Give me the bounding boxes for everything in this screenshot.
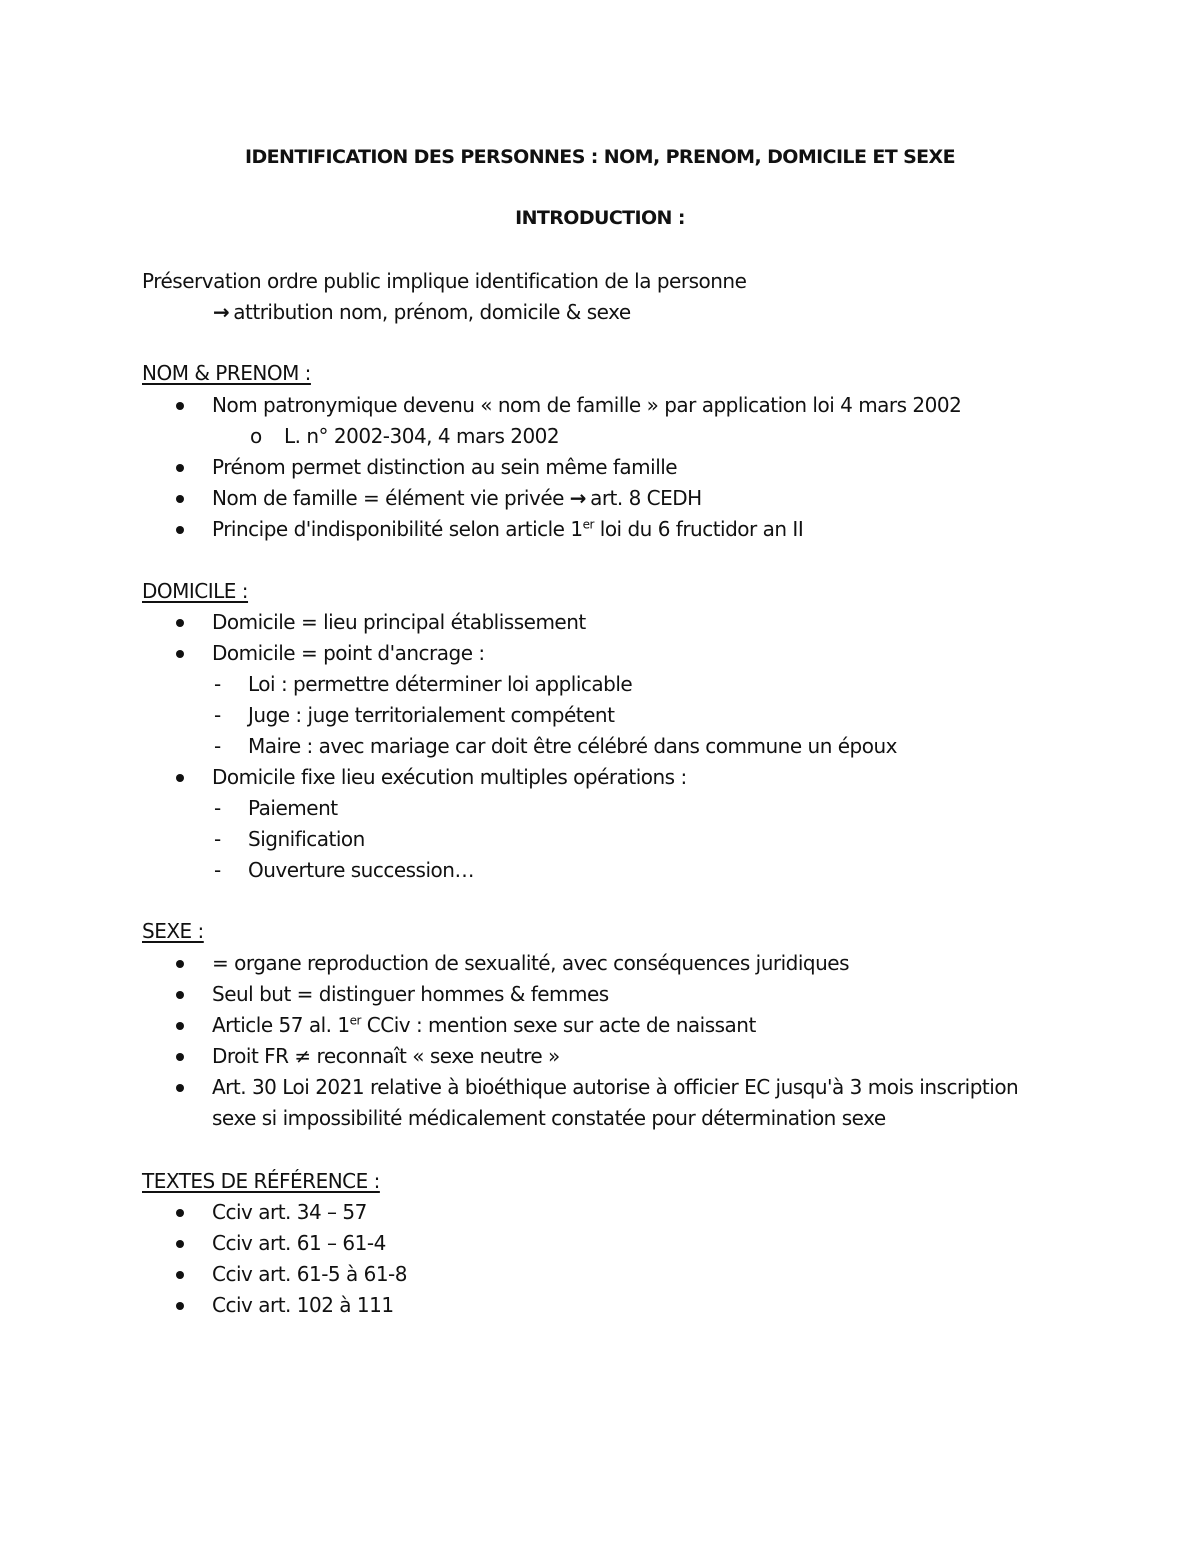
list-item: Art. 30 Loi 2021 relative à bioéthique autorise à officier EC jusqu'à 3 mois inscription (212, 1075, 1019, 1099)
list-item: Domicile = point d'ancrage : (212, 641, 485, 665)
list-item: Nom patronymique devenu « nom de famille » par application loi 4 mars 2002 (212, 393, 962, 417)
bullet-icon (176, 464, 184, 472)
heading-sexe: SEXE : (142, 919, 204, 943)
bullet-icon (176, 1302, 184, 1310)
list-subitem: Ouverture succession… (248, 858, 474, 882)
bullet-icon (176, 991, 184, 999)
list-item-text: Principe d'indisponibilité selon article 1 (212, 517, 583, 541)
bullet-icon (176, 1022, 184, 1030)
list-item: Cciv art. 102 à 111 (212, 1293, 394, 1317)
dash-icon: - (214, 734, 222, 758)
list-subitem: Signification (248, 827, 365, 851)
list-item: Domicile = lieu principal établissement (212, 610, 586, 634)
list-item (212, 516, 803, 542)
bullet-icon (176, 1084, 184, 1092)
arrow-icon: → (213, 300, 230, 324)
bullet-icon (176, 960, 184, 968)
dash-icon: - (214, 858, 222, 882)
heading-domicile: DOMICILE : (142, 579, 249, 603)
list-item-continuation: sexe si impossibilité médicalement constatée pour détermination sexe (212, 1106, 886, 1130)
sub-bullet-icon: o (250, 424, 263, 448)
list-item (212, 485, 702, 511)
list-item-text: loi du 6 fructidor an II (593, 517, 804, 541)
superscript: er (582, 517, 594, 532)
list-item-text: Article 57 al. 1 (212, 1013, 350, 1037)
heading-nom-prenom: NOM & PRENOM : (142, 361, 311, 385)
superscript: er (349, 1013, 361, 1028)
list-item-text: Nom de famille = élément vie privée (212, 486, 564, 510)
section-title-introduction: INTRODUCTION : (515, 207, 685, 229)
intro-arrow-text: attribution nom, prénom, domicile & sexe (233, 300, 631, 324)
list-subitem: Maire : avec mariage car doit être célébré dans commune un époux (248, 734, 897, 758)
list-item: Cciv art. 61-5 à 61-8 (212, 1262, 407, 1286)
bullet-icon (176, 774, 184, 782)
bullet-icon (176, 619, 184, 627)
list-item: = organe reproduction de sexualité, avec conséquences juridiques (212, 951, 849, 975)
list-subitem: Juge : juge territorialement compétent (248, 703, 615, 727)
list-subitem: L. n° 2002-304, 4 mars 2002 (284, 424, 560, 448)
list-item (212, 1012, 756, 1038)
list-subitem: Loi : permettre déterminer loi applicable (248, 672, 633, 696)
intro-arrow-line (213, 299, 631, 325)
dash-icon: - (214, 827, 222, 851)
bullet-icon (176, 650, 184, 658)
list-item: Droit FR ≠ reconnaît « sexe neutre » (212, 1044, 560, 1068)
dash-icon: - (214, 672, 222, 696)
dash-icon: - (214, 796, 222, 820)
list-item: Cciv art. 61 – 61-4 (212, 1231, 386, 1255)
dash-icon: - (214, 703, 222, 727)
list-item: Seul but = distinguer hommes & femmes (212, 982, 609, 1006)
list-item-text: CCiv : mention sexe sur acte de naissant (360, 1013, 756, 1037)
arrow-icon: → (569, 486, 587, 510)
page-title: IDENTIFICATION DES PERSONNES : NOM, PRENOM, DOMICILE ET SEXE (245, 146, 955, 168)
intro-line: Préservation ordre public implique identification de la personne (142, 269, 747, 293)
list-item: Domicile fixe lieu exécution multiples opérations : (212, 765, 687, 789)
bullet-icon (176, 1053, 184, 1061)
bullet-icon (176, 1271, 184, 1279)
list-item: Prénom permet distinction au sein même famille (212, 455, 678, 479)
bullet-icon (176, 402, 184, 410)
bullet-icon (176, 495, 184, 503)
heading-textes-reference: TEXTES DE RÉFÉRENCE : (142, 1169, 380, 1193)
list-item: Cciv art. 34 – 57 (212, 1200, 367, 1224)
bullet-icon (176, 1240, 184, 1248)
bullet-icon (176, 1209, 184, 1217)
list-subitem: Paiement (248, 796, 338, 820)
bullet-icon (176, 526, 184, 534)
list-item-text: art. 8 CEDH (590, 486, 702, 510)
